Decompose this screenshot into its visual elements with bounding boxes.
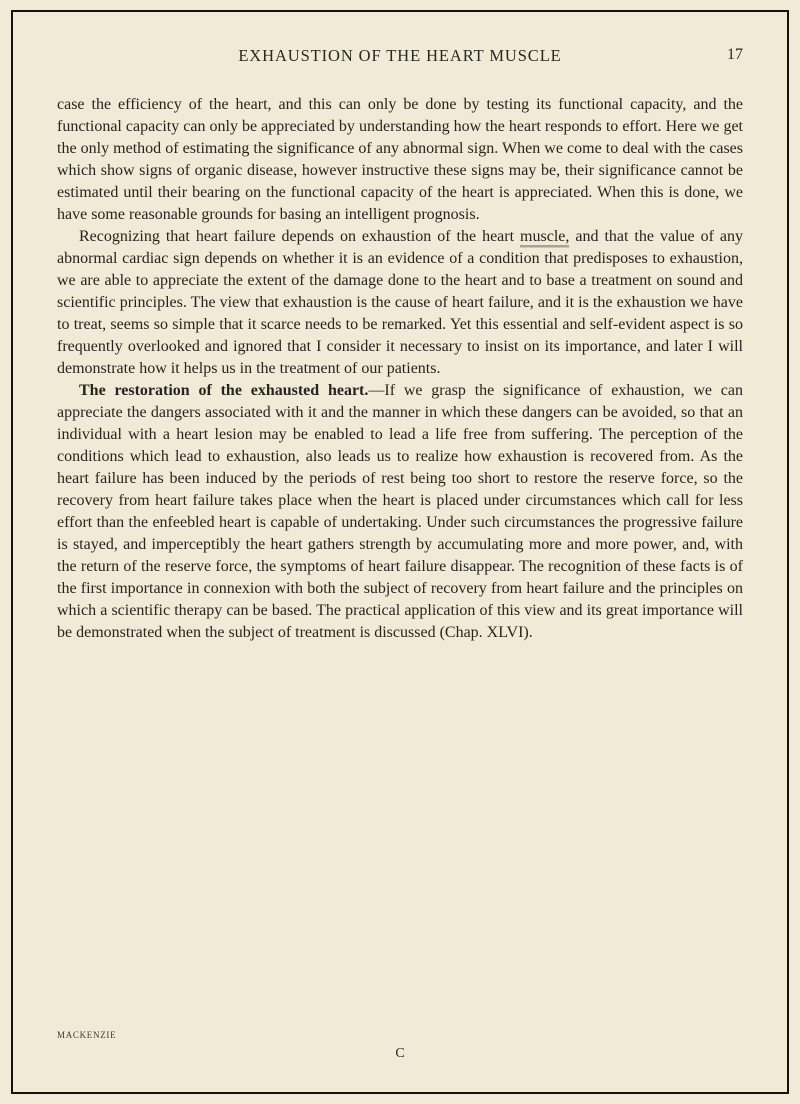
pencil-underlined-word: muscle, — [520, 228, 570, 245]
paragraph-text: —If we grasp the significance of exhaustion, we can appreciate the dangers associated with it and the manner in which these dangers can be avoided, so that an individual with a heart lesion may be enabled to lead a life free from suffering. The perception of the conditions which lead to exhaustion, also leads us to realize how exhaustion is recovered from. As the heart failure has been induced by the periods of rest being too short to restore the reserve force, so the recovery from heart failure takes place when the heart is placed under circumstances which call for less effort than the enfeebled heart is capable of undertaking. Under such circumstances the progressive failure is stayed, and imperceptibly the heart gathers strength by accumulating more and more power, and, with the return of the reserve force, the symptoms of heart failure disappear. The recognition of these facts is of the first importance in connexion with both the subject of recovery from heart failure and the principles on which a scientific therapy can be based. The practical application of this view and its great importance will be demonstrated when the subject of treatment is discussed (Chap. XLVI). — [57, 382, 743, 641]
paragraph — [57, 380, 743, 644]
paragraph-text: and that the value of any abnormal cardiac sign depends on whether it is an evidence of a condition that predisposes to exhaustion, we are able to appreciate the extent of the damage done to the heart and to base a treatment on sound and scientific principles. The view that exhaustion is the cause of heart failure, and it is the exhaustion we have to treat, seems so simple that it scarce needs to be remarked. Yet this essential and self-evident aspect is so frequently overlooked and ignored that I consider it necessary to insist on its importance, and later I will demonstrate how it helps us in the treatment of our patients. — [57, 228, 744, 377]
paragraph-text: Recognizing that heart failure depends on exhaustion of the heart — [79, 228, 521, 245]
paragraph — [57, 226, 743, 380]
body-text — [57, 94, 743, 644]
paragraph: case the efficiency of the heart, and this can only be done by testing its functional capacity, and the functional capacity can only be appreciated by understanding how the heart responds to effort. Here we get the only method of estimating the significance of any abnormal sign. When we come to deal with the cases which show signs of organic disease, however instructive these signs may be, their significance cannot be estimated until their bearing on the functional capacity of the heart is appreciated. When this is done, we have some reasonable grounds for basing an intelligent prognosis. — [57, 96, 743, 223]
page-header — [57, 46, 743, 70]
printer-signature-mark: C — [395, 1046, 405, 1061]
footer-author-name: MACKENZIE — [57, 1030, 117, 1040]
running-head-title: EXHAUSTION OF THE HEART MUSCLE — [238, 46, 562, 65]
page-number: 17 — [727, 46, 743, 63]
section-lead-heading: The restoration of the exhausted heart. — [79, 382, 369, 399]
